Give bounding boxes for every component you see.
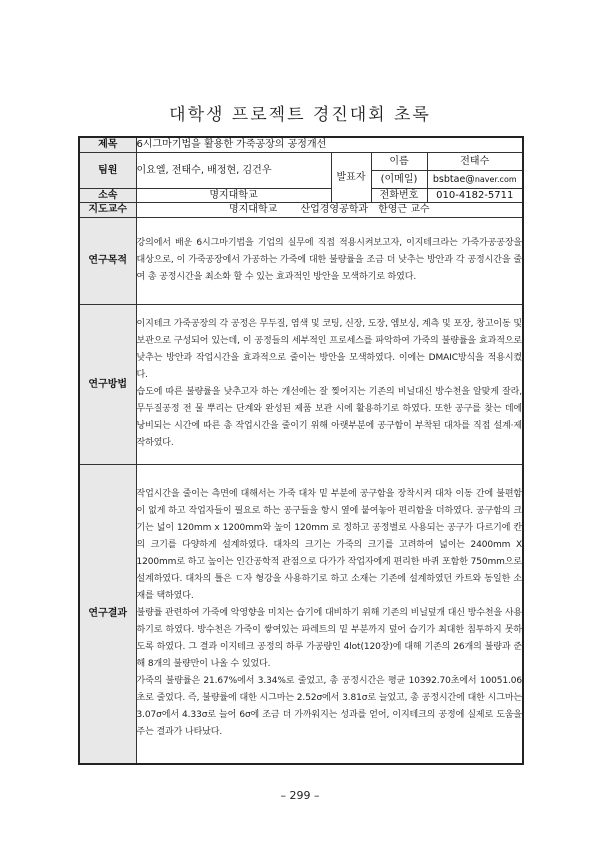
presenter-email-value xyxy=(427,170,523,188)
abstract-form-table xyxy=(78,136,524,765)
row-team-1 xyxy=(79,152,523,170)
row-affiliation xyxy=(79,188,523,202)
advisor-value: 명지대학교 산업경영공학과 한영근 교수 xyxy=(136,202,523,217)
team-label: 팀원 xyxy=(79,152,136,188)
row-title xyxy=(79,137,523,152)
method-text-2: 습도에 따른 불량률을 낮추고자 하는 개선에는 잘 찢어지는 기존의 비닐대신 방수천을 알맞게 잘라, 무두질공정 전 물 뿌리는 단계와 완성된 제품 보관 시에 활용하기로 하였다. 또한 공구를 찾는 데에 낭비되는 시간에 따른 총 작업시간을 줄이기 위해 아랫부분에 공구함이 부착된 대차를 직접 설계·제작하였다. xyxy=(136,387,523,448)
phone-label: 전화번호 xyxy=(371,188,427,202)
method-label: 연구방법 xyxy=(79,304,136,464)
row-method xyxy=(79,304,523,464)
presenter-name-value: 전태수 xyxy=(427,152,523,170)
row-result xyxy=(79,464,523,764)
email-user: bsbtae@ xyxy=(432,173,475,185)
advisor-label: 지도교수 xyxy=(79,202,136,217)
affiliation-value: 명지대학교 xyxy=(136,188,331,202)
result-text-2: 불량률 관련하여 가죽에 악영향을 미치는 습기에 대비하기 위해 기존의 비닐덮개 대신 방수천을 사용하기로 하였다. 방수천은 가죽이 쌓여있는 파레트의 밑 부분까지 덮어 습기가 최대한 침투하지 못하도록 하였다. 그 결과 이지테크 공정의 하루 가공량인 4lot(120장)에 대해 기존의 26개의 불량과 준해 8개의 불량만이 나올 수 있었다. xyxy=(136,608,523,670)
purpose-cell xyxy=(136,217,523,304)
document-title: 대학생 프로젝트 경진대회 초록 xyxy=(169,105,431,125)
method-cell xyxy=(136,304,523,464)
result-cell xyxy=(136,464,523,764)
page-number: – 299 – xyxy=(280,789,320,802)
result-text-3: 가죽의 불량률은 21.67%에서 3.34%로 줄었고, 총 공정시간은 평균 10392.70초에서 10051.06초로 줄었다. 즉, 불량률에 대한 시그마는 2.52σ에서 3.81σ로 늘었고, 총 공정시간에 대한 시그마는 3.07σ에서 4.33σ로 늘어 6σ에 조금 더 가까워지는 성과를 얻어, 이지테크의 공정에 실제로 도움을 주는 결과가 나타났다. xyxy=(136,676,523,738)
row-advisor xyxy=(79,202,523,217)
purpose-label: 연구목적 xyxy=(79,217,136,304)
result-text-1: 작업시간을 줄이는 측면에 대해서는 가죽 대차 밑 부분에 공구함을 장착시켜 대차 이동 간에 불편함이 없게 하고 작업자들이 필요로 하는 공구들을 항시 옆에 붙여놓아 편리함을 더하였다. 공구함의 크기는 넓이 120mm x 1200mm와 높이 120mm 로 정하고 공정별로 사용되는 공구가 다르기에 칸의 크기를 다양하게 설계하였다. 대차의 크기는 가죽의 크기를 고려하여 넓이는 2400mm X 1200mm로 하고 높이는 인간공학적 관점으로 다가가 작업자에게 편리한 바퀴 포함한 750mm으로 설계하였다. 대차의 틀은 ㄷ자 형강을 사용하기로 하고 소재는 기존에 설계하였던 카트와 동일한 소재를 택하였다. xyxy=(136,489,523,602)
row-purpose xyxy=(79,217,523,304)
presenter-label: 발표자 xyxy=(331,152,371,202)
presenter-phone-value: 010-4182-5711 xyxy=(427,188,523,202)
email-label: (이메일) xyxy=(371,170,427,188)
project-title-value: 6시그마기법을 활용한 가죽공장의 공정개선 xyxy=(136,137,523,152)
affiliation-label: 소속 xyxy=(79,188,136,202)
title-label: 제목 xyxy=(79,137,136,152)
email-domain: naver.com xyxy=(474,174,517,184)
purpose-text: 강의에서 배운 6시그마기법을 기업의 실무에 직접 적용시켜보고자, 이지테크라는 가죽가공공장을 대상으로, 이 가죽공장에서 가공하는 가죽에 대한 불량률을 조금 더 낮추는 방안과 각 공정시간을 줄여 총 공정시간을 최소화 할 수 있는 효과적인 방안을 모색하기로 하였다. xyxy=(136,238,523,282)
method-text-1: 이지테크 가죽공장의 각 공정은 무두질, 염색 및 코팅, 신장, 도장, 엠보싱, 계측 및 포장, 창고이동 및 보관으로 구성되어 있는데, 이 공정들의 세부적인 프로세스를 파악하여 가죽의 불량률을 효과적으로 낮추는 방안과 작업시간을 효과적으로 줄이는 방안을 모색하였다. 이에는 DMAIC방식을 적용시켰다. xyxy=(136,319,523,380)
result-label: 연구결과 xyxy=(79,464,136,764)
name-label: 이름 xyxy=(371,152,427,170)
team-members-value: 이요엘, 전태수, 배정현, 김건우 xyxy=(136,152,331,188)
